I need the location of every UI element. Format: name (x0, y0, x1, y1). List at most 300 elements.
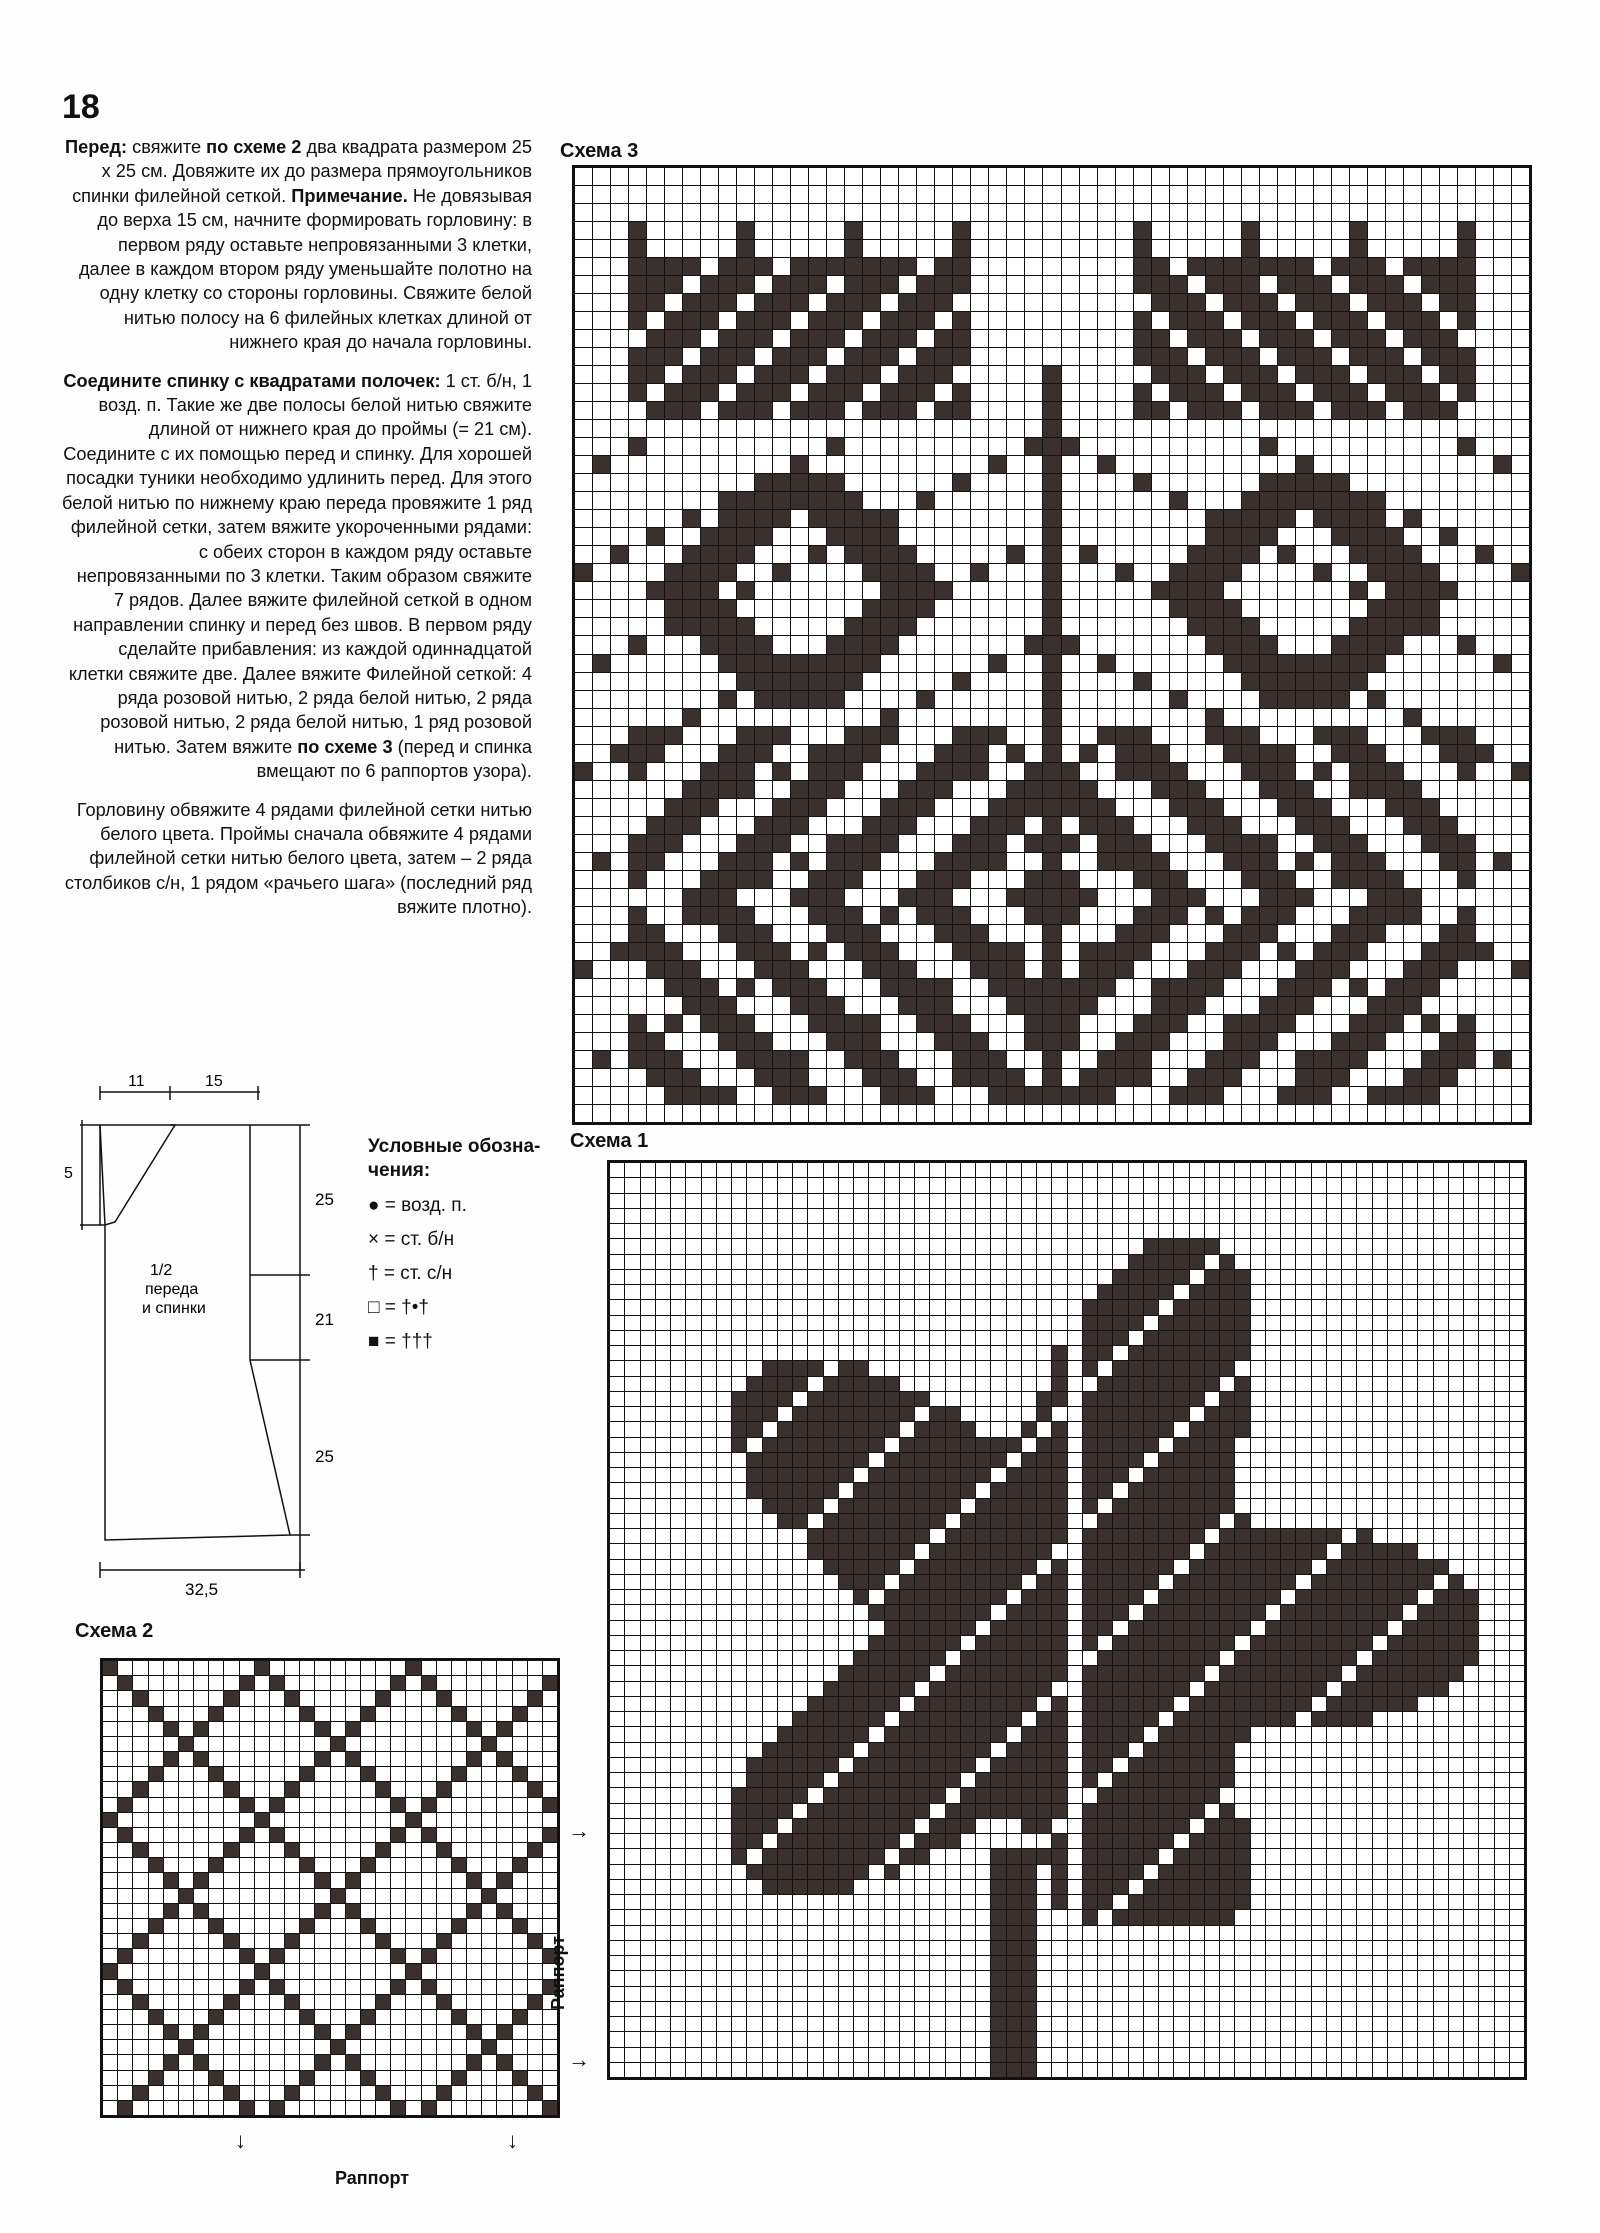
grid-cell (1007, 1105, 1024, 1122)
grid-cell (671, 1163, 685, 1177)
grid-cell (1235, 1407, 1249, 1421)
grid-cell (1062, 817, 1079, 834)
grid-cell (1224, 348, 1241, 365)
grid-cell (1159, 1529, 1173, 1543)
grid-cell (1434, 1682, 1448, 1696)
grid-cell (917, 691, 934, 708)
grid-cell (1327, 1346, 1341, 1360)
grid-cell (1170, 1051, 1187, 1068)
grid-cell (1373, 1377, 1387, 1391)
grid-cell (989, 492, 1006, 509)
grid-cell (1260, 294, 1277, 311)
grid-cell (1350, 402, 1367, 419)
grid-cell (755, 1105, 772, 1122)
grid-cell (1260, 276, 1277, 293)
grid-cell (702, 1224, 716, 1238)
grid-cell (791, 546, 808, 563)
grid-cell (755, 943, 772, 960)
grid-cell (1449, 1651, 1463, 1665)
grid-cell (1080, 564, 1097, 581)
grid-cell (946, 1209, 960, 1223)
grid-cell (641, 1651, 655, 1665)
grid-cell (824, 1178, 838, 1192)
grid-cell (989, 402, 1006, 419)
grid-cell (702, 1697, 716, 1711)
grid-cell (1152, 997, 1169, 1014)
grid-cell (1422, 492, 1439, 509)
grid-cell (1043, 763, 1060, 780)
grid-cell (1479, 1529, 1493, 1543)
grid-cell (1403, 1636, 1417, 1650)
grid-cell (671, 1575, 685, 1589)
grid-cell (717, 1194, 731, 1208)
grid-cell (930, 1407, 944, 1421)
grid-cell (824, 1377, 838, 1391)
grid-cell (1296, 402, 1313, 419)
grid-cell (1170, 258, 1187, 275)
grid-cell (1312, 1605, 1326, 1619)
grid-cell (930, 1483, 944, 1497)
grid-cell (686, 1270, 700, 1284)
grid-cell (773, 276, 790, 293)
grid-cell (808, 1468, 822, 1482)
grid-cell (885, 1499, 899, 1513)
grid-cell (971, 276, 988, 293)
grid-cell (1098, 1331, 1112, 1345)
grid-cell (809, 438, 826, 455)
grid-cell (665, 528, 682, 545)
grid-cell (881, 1015, 898, 1032)
grid-cell (863, 330, 880, 347)
grid-cell (686, 1316, 700, 1330)
grid-cell (1220, 1544, 1234, 1558)
grid-cell (1296, 366, 1313, 383)
grid-cell (1159, 1316, 1173, 1330)
grid-cell (1220, 1560, 1234, 1574)
grid-cell (863, 204, 880, 221)
grid-cell (629, 510, 646, 527)
grid-cell (611, 853, 628, 870)
grid-cell (647, 222, 664, 239)
grid-cell (1025, 673, 1042, 690)
grid-cell (763, 1163, 777, 1177)
grid-cell (610, 1239, 624, 1253)
grid-cell (946, 1407, 960, 1421)
grid-cell (1495, 1346, 1509, 1360)
grid-cell (1144, 1651, 1158, 1665)
grid-cell (701, 853, 718, 870)
grid-cell (917, 1087, 934, 1104)
grid-cell (961, 1331, 975, 1345)
grid-cell (808, 1636, 822, 1650)
grid-cell (915, 1316, 929, 1330)
grid-cell (1188, 276, 1205, 293)
grid-cell (1404, 438, 1421, 455)
grid-cell (1386, 871, 1403, 888)
grid-cell (1422, 889, 1439, 906)
grid-cell (1512, 510, 1529, 527)
grid-cell (611, 528, 628, 545)
grid-cell (1281, 1300, 1295, 1314)
grid-cell (991, 1621, 1005, 1635)
grid-cell (1278, 168, 1295, 185)
grid-cell (1260, 330, 1277, 347)
grid-cell (665, 294, 682, 311)
grid-cell (683, 366, 700, 383)
grid-cell (763, 1499, 777, 1513)
grid-cell (1314, 240, 1331, 257)
grid-cell (1134, 943, 1151, 960)
grid-cell (773, 709, 790, 726)
grid-cell (747, 1178, 761, 1192)
grid-cell (899, 979, 916, 996)
grid-cell (1312, 1651, 1326, 1665)
grid-cell (1206, 799, 1223, 816)
grid-cell (656, 1270, 670, 1284)
grid-cell (1386, 240, 1403, 257)
grid-cell (641, 1590, 655, 1604)
grid-cell (1220, 1636, 1234, 1650)
grid-cell (869, 1194, 883, 1208)
grid-cell (1422, 1069, 1439, 1086)
grid-cell (1025, 691, 1042, 708)
grid-cell (976, 1468, 990, 1482)
grid-cell (881, 222, 898, 239)
grid-cell (701, 763, 718, 780)
grid-cell (1007, 1015, 1024, 1032)
grid-cell (1434, 1392, 1448, 1406)
grid-cell (1116, 384, 1133, 401)
grid-cell (1512, 636, 1529, 653)
grid-cell (1403, 1331, 1417, 1345)
grid-cell (1251, 1300, 1265, 1314)
grid-cell (1373, 1392, 1387, 1406)
grid-cell (1068, 1361, 1082, 1375)
grid-cell (1098, 528, 1115, 545)
grid-cell (611, 600, 628, 617)
grid-cell (1037, 1499, 1051, 1513)
grid-cell (1152, 691, 1169, 708)
grid-cell (1134, 168, 1151, 185)
grid-cell (656, 1346, 670, 1360)
grid-cell (1037, 1377, 1051, 1391)
grid-cell (665, 763, 682, 780)
grid-cell (953, 186, 970, 203)
grid-cell (1144, 1636, 1158, 1650)
grid-cell (1206, 961, 1223, 978)
grid-cell (1373, 1697, 1387, 1711)
grid-cell (900, 1209, 914, 1223)
grid-cell (827, 258, 844, 275)
grid-cell (1052, 1666, 1066, 1680)
grid-cell (647, 709, 664, 726)
grid-cell (793, 1209, 807, 1223)
grid-cell (1296, 1575, 1310, 1589)
grid-cell (1350, 384, 1367, 401)
grid-cell (1052, 1407, 1066, 1421)
grid-cell (1129, 1575, 1143, 1589)
grid-cell (1037, 1544, 1051, 1558)
grid-cell (885, 1590, 899, 1604)
grid-cell (1296, 1682, 1310, 1696)
grid-cell (1134, 763, 1151, 780)
grid-cell (793, 1483, 807, 1497)
grid-cell (1512, 727, 1529, 744)
grid-cell (1327, 1682, 1341, 1696)
grid-cell (824, 1621, 838, 1635)
grid-cell (1449, 1163, 1463, 1177)
grid-cell (683, 330, 700, 347)
grid-cell (1403, 1605, 1417, 1619)
grid-cell (656, 1621, 670, 1635)
grid-cell (747, 1468, 761, 1482)
grid-cell (1242, 402, 1259, 419)
grid-cell (1418, 1392, 1432, 1406)
grid-cell (1510, 1316, 1524, 1330)
grid-cell (1312, 1499, 1326, 1513)
grid-cell (1206, 186, 1223, 203)
grid-cell (1404, 1051, 1421, 1068)
grid-cell (1007, 456, 1024, 473)
grid-cell (656, 1499, 670, 1513)
grid-cell (1170, 997, 1187, 1014)
grid-cell (1043, 636, 1060, 653)
grid-cell (773, 312, 790, 329)
grid-cell (1037, 1529, 1051, 1543)
grid-cell (1205, 1239, 1219, 1253)
grid-cell (1242, 240, 1259, 257)
grid-cell (1242, 636, 1259, 653)
grid-cell (1080, 727, 1097, 744)
grid-cell (701, 655, 718, 672)
grid-cell (1007, 1033, 1024, 1050)
grid-cell (1418, 1377, 1432, 1391)
grid-cell (1479, 1377, 1493, 1391)
grid-cell (1404, 1087, 1421, 1104)
grid-cell (1007, 240, 1024, 257)
grid-cell (1242, 979, 1259, 996)
grid-cell (625, 1407, 639, 1421)
grid-cell (1476, 366, 1493, 383)
grid-cell (701, 1105, 718, 1122)
grid-cell (1386, 384, 1403, 401)
grid-cell (755, 997, 772, 1014)
grid-cell (1220, 1331, 1234, 1345)
grid-cell (1235, 1590, 1249, 1604)
grid-cell (1495, 1194, 1509, 1208)
grid-cell (1512, 600, 1529, 617)
grid-cell (976, 1575, 990, 1589)
grid-cell (1476, 600, 1493, 617)
grid-cell (1152, 582, 1169, 599)
grid-cell (1068, 1590, 1082, 1604)
grid-cell (1422, 330, 1439, 347)
grid-cell (737, 600, 754, 617)
grid-cell (961, 1636, 975, 1650)
grid-cell (1296, 1560, 1310, 1574)
grid-cell (773, 222, 790, 239)
grid-cell (641, 1178, 655, 1192)
grid-cell (1512, 853, 1529, 870)
grid-cell (702, 1499, 716, 1513)
grid-cell (1242, 889, 1259, 906)
grid-cell (1278, 600, 1295, 617)
grid-cell (1098, 889, 1115, 906)
grid-cell (763, 1483, 777, 1497)
grid-cell (1116, 636, 1133, 653)
grid-cell (917, 600, 934, 617)
grid-cell (1188, 835, 1205, 852)
grid-cell (953, 961, 970, 978)
grid-cell (1129, 1300, 1143, 1314)
grid-cell (647, 600, 664, 617)
grid-cell (1479, 1666, 1493, 1680)
grid-cell (1434, 1224, 1448, 1238)
grid-cell (1037, 1422, 1051, 1436)
grid-cell (1062, 600, 1079, 617)
grid-cell (1476, 925, 1493, 942)
grid-cell (1350, 1105, 1367, 1122)
grid-cell (610, 1392, 624, 1406)
grid-cell (575, 312, 592, 329)
grid-cell (1495, 1636, 1509, 1650)
grid-cell (1170, 961, 1187, 978)
grid-cell (1251, 1483, 1265, 1497)
grid-cell (1144, 1682, 1158, 1696)
grid-cell (899, 348, 916, 365)
grid-cell (1281, 1499, 1295, 1513)
grid-cell (1327, 1255, 1341, 1269)
grid-cell (881, 330, 898, 347)
grid-cell (732, 1178, 746, 1192)
grid-cell (629, 186, 646, 203)
grid-cell (1098, 781, 1115, 798)
grid-cell (1260, 889, 1277, 906)
grid-cell (845, 1105, 862, 1122)
grid-cell (647, 168, 664, 185)
grid-cell (976, 1651, 990, 1665)
grid-cell (1312, 1300, 1326, 1314)
grid-cell (1314, 799, 1331, 816)
grid-cell (1113, 1438, 1127, 1452)
grid-cell (1170, 1069, 1187, 1086)
grid-cell (1510, 1194, 1524, 1208)
grid-cell (1174, 1316, 1188, 1330)
grid-cell (1368, 564, 1385, 581)
grid-cell (1512, 168, 1529, 185)
grid-cell (1068, 1499, 1082, 1513)
grid-cell (1188, 727, 1205, 744)
grid-cell (763, 1422, 777, 1436)
grid-cell (1235, 1651, 1249, 1665)
grid-cell (1312, 1438, 1326, 1452)
grid-cell (1037, 1590, 1051, 1604)
grid-cell (1296, 348, 1313, 365)
grid-cell (900, 1316, 914, 1330)
grid-cell (1350, 1051, 1367, 1068)
grid-cell (1296, 1194, 1310, 1208)
grid-cell (899, 636, 916, 653)
grid-cell (1116, 186, 1133, 203)
grid-cell (1495, 1316, 1509, 1330)
grid-cell (1357, 1438, 1371, 1452)
grid-cell (1296, 925, 1313, 942)
grid-cell (1296, 1087, 1313, 1104)
grid-cell (1043, 420, 1060, 437)
grid-cell (665, 420, 682, 437)
grid-cell (701, 366, 718, 383)
grid-cell (946, 1255, 960, 1269)
grid-cell (1464, 1621, 1478, 1635)
grid-cell (1449, 1453, 1463, 1467)
grid-cell (1224, 745, 1241, 762)
grid-cell (885, 1163, 899, 1177)
grid-cell (1098, 1069, 1115, 1086)
grid-cell (971, 564, 988, 581)
grid-cell (885, 1514, 899, 1528)
grid-cell (1170, 312, 1187, 329)
grid-cell (611, 817, 628, 834)
grid-cell (641, 1438, 655, 1452)
grid-cell (991, 1285, 1005, 1299)
grid-cell (1152, 799, 1169, 816)
grid-cell (575, 997, 592, 1014)
grid-cell (1418, 1407, 1432, 1421)
grid-cell (1422, 456, 1439, 473)
grid-cell (773, 492, 790, 509)
grid-cell (1134, 636, 1151, 653)
grid-cell (946, 1575, 960, 1589)
grid-cell (1512, 366, 1529, 383)
grid-cell (869, 1636, 883, 1650)
grid-cell (863, 691, 880, 708)
grid-cell (1260, 907, 1277, 924)
grid-cell (824, 1468, 838, 1482)
grid-cell (773, 1015, 790, 1032)
grid-cell (1418, 1209, 1432, 1223)
grid-cell (845, 835, 862, 852)
grid-cell (1512, 1015, 1529, 1032)
grid-cell (611, 186, 628, 203)
grid-cell (1098, 222, 1115, 239)
grid-cell (737, 222, 754, 239)
grid-cell (1350, 673, 1367, 690)
grid-cell (1403, 1361, 1417, 1375)
grid-cell (1043, 510, 1060, 527)
grid-cell (1418, 1636, 1432, 1650)
grid-cell (793, 1407, 807, 1421)
grid-cell (930, 1316, 944, 1330)
grid-cell (1190, 1514, 1204, 1528)
grid-cell (656, 1544, 670, 1558)
grid-cell (1357, 1316, 1371, 1330)
grid-cell (1458, 312, 1475, 329)
grid-cell (1098, 1682, 1112, 1696)
grid-cell (1418, 1255, 1432, 1269)
grid-cell (1098, 1422, 1112, 1436)
grid-cell (917, 709, 934, 726)
grid-cell (1350, 979, 1367, 996)
grid-cell (1190, 1163, 1204, 1177)
grid-cell (1373, 1483, 1387, 1497)
grid-cell (900, 1636, 914, 1650)
grid-cell (845, 582, 862, 599)
grid-cell (1007, 564, 1024, 581)
grid-cell (991, 1331, 1005, 1345)
grid-cell (824, 1575, 838, 1589)
grid-cell (791, 979, 808, 996)
grid-cell (641, 1712, 655, 1726)
